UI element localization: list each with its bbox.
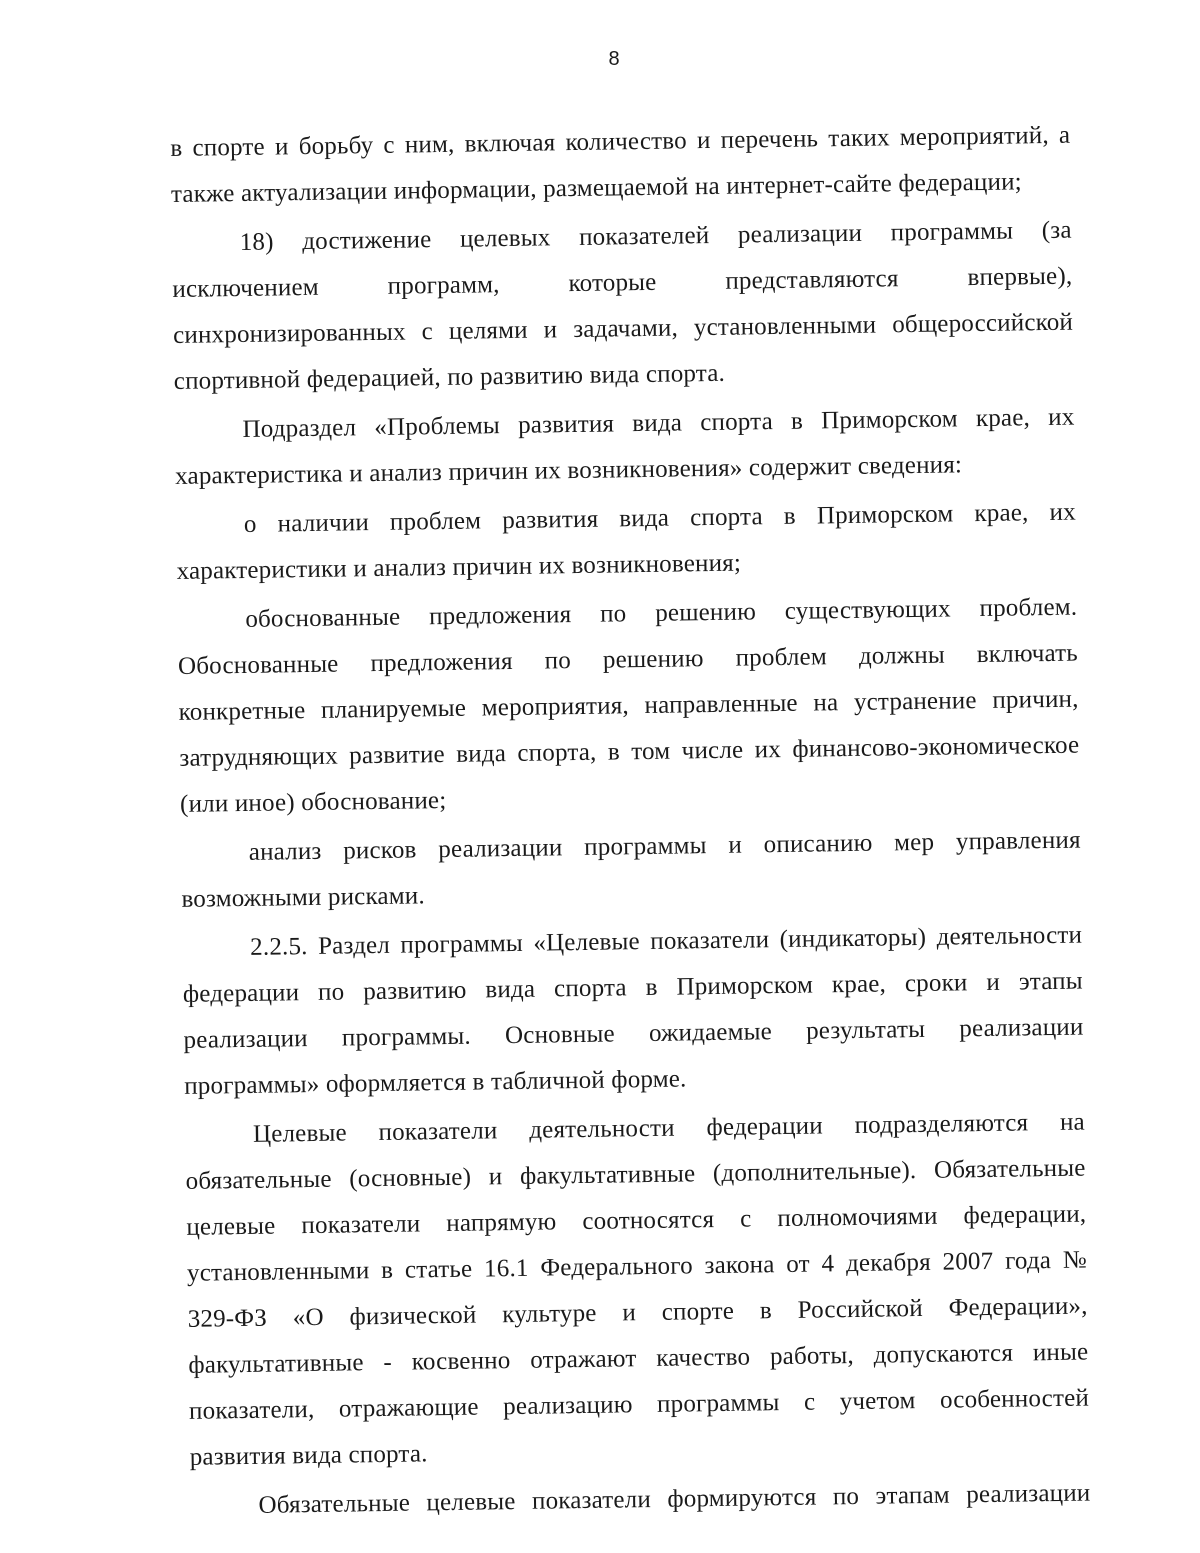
text-line: реализации программы. Основные ожидаемые результаты реализации xyxy=(183,1013,1084,1054)
text-line: установленными в статье 16.1 Федерального закона от 4 декабря 2007 года № xyxy=(186,1246,1088,1287)
text-line: Подраздел «Проблемы развития вида спорта в Приморском крае, их xyxy=(242,403,1075,443)
page-number: 8 xyxy=(608,48,620,70)
text-line: затрудняющих развитие вида спорта, в том числе их финансово-экономическое xyxy=(179,731,1080,772)
text-line: (или иное) обоснование; xyxy=(179,786,447,818)
text-line: характеристики и анализ причин их возникновения; xyxy=(176,549,742,585)
text-line: Обоснованные предложения по решению проблем должны включать xyxy=(177,639,1079,680)
text-line: о наличии проблем развития вида спорта в Приморском крае, их xyxy=(243,498,1077,538)
text-line: конкретные планируемые мероприятия, направленные на устранение причин, xyxy=(178,685,1079,726)
text-line: факультативные - косвенно отражают качество работы, допускаются иные xyxy=(188,1338,1089,1379)
text-line: характеристика и анализ причин их возникновения» содержит сведения: xyxy=(174,451,963,490)
text-line: развития вида спорта. xyxy=(189,1440,428,1471)
text-line: исключением программ, которые представляются впервые), xyxy=(172,262,1073,303)
document-body xyxy=(170,113,1091,1530)
text-line: 2.2.5. Раздел программы «Целевые показатели (индикаторы) деятельности xyxy=(249,921,1083,961)
text-line: в спорте и борьбу с ним, включая количество и перечень таких мероприятий, а xyxy=(170,121,1071,162)
text-line: показатели, отражающие реализацию программы с учетом особенностей xyxy=(188,1384,1090,1425)
text-line: 329-ФЗ «О физической культуре и спорте в Российской Федерации», xyxy=(187,1292,1088,1333)
text-line: также актуализации информации, размещаемой на интернет-сайте федерации; xyxy=(170,168,1023,208)
text-line: целевые показатели напрямую соотносятся с полномочиями федерации, xyxy=(186,1200,1087,1241)
text-line: 18) достижение целевых показателей реализации программы (за xyxy=(239,216,1072,256)
text-line: возможными рисками. xyxy=(181,882,425,913)
text-line: Целевые показатели деятельности федерации подразделяются на xyxy=(252,1108,1086,1148)
text-line: федерации по развитию вида спорта в Приморском крае, сроки и этапы xyxy=(182,967,1083,1008)
text-line: обязательные (основные) и факультативные (дополнительные). Обязательные xyxy=(185,1154,1086,1195)
text-line: Обязательные целевые показатели формируются по этапам реализации xyxy=(258,1479,1091,1519)
text-line: спортивной федерацией, по развитию вида спорта. xyxy=(173,359,726,395)
text-line: синхронизированных с целями и задачами, установленными общероссийской xyxy=(172,308,1074,349)
text-line: анализ рисков реализации программы и описанию мер управления xyxy=(248,826,1081,866)
text-line: программы» оформляется в табличной форме. xyxy=(184,1065,687,1100)
text-line: обоснованные предложения по решению существующих проблем. xyxy=(245,593,1078,633)
